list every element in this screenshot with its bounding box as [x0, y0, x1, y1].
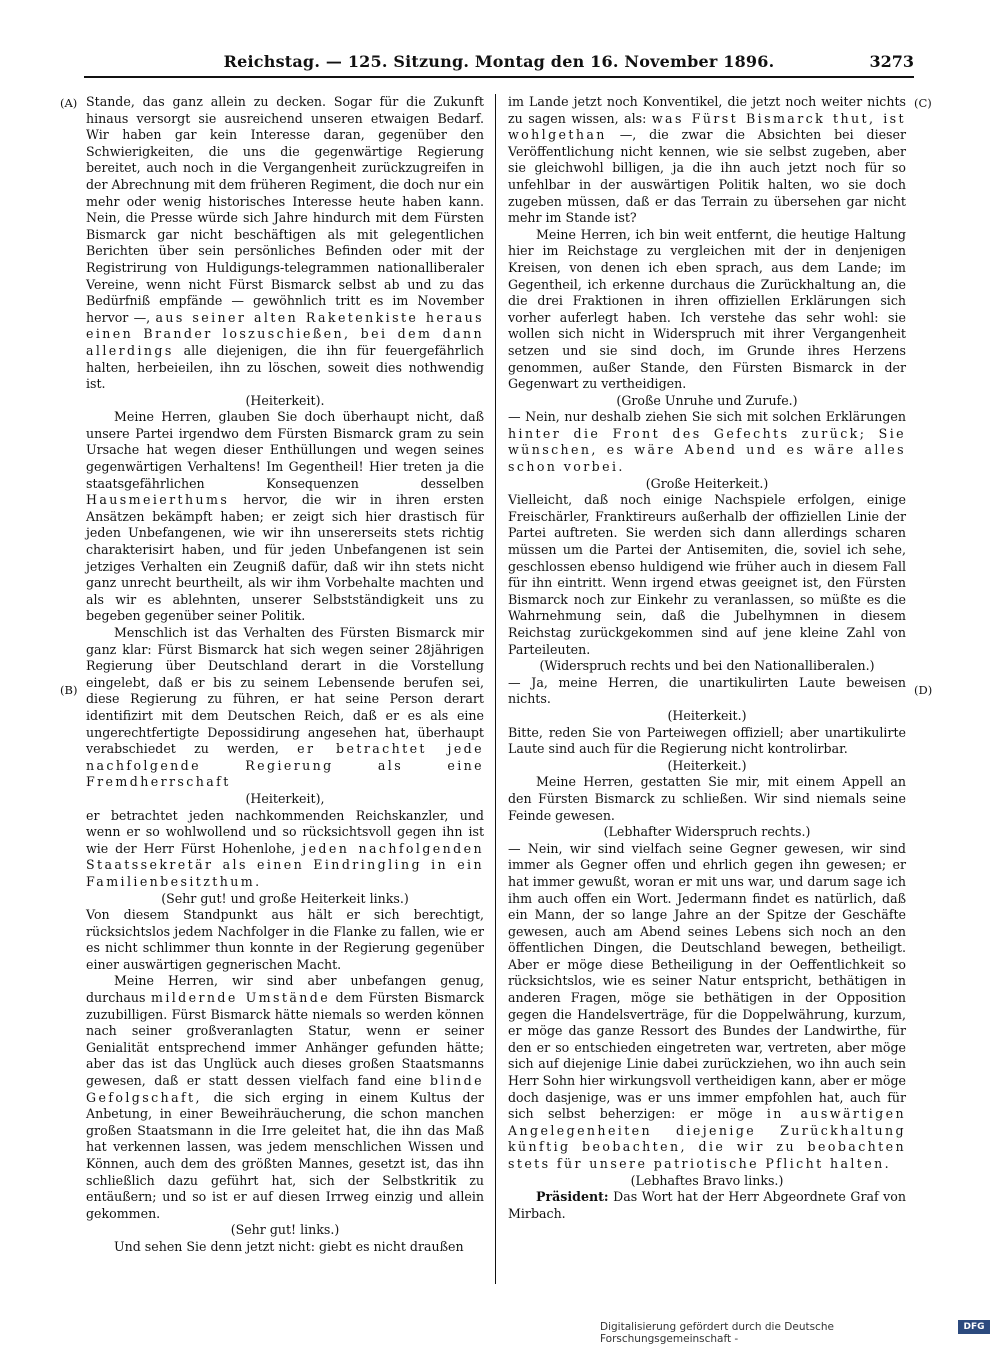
column-divider [495, 94, 496, 1284]
left-column [86, 94, 484, 1256]
text-run: dem Fürsten Bismarck zuzubilligen. Fürst Bismarck hätte niemals so werden können nach seiner großveranlagten Statur, wenn er seiner Genialität entsprechend immer Anhänger gefunden hätte; aber das ist das Unglück auch dieses großen Staatsmanns gewesen, daß er statt dessen vielfach fand eine [86, 990, 484, 1089]
paragraph: Meine Herren, ich bin weit entfernt, die heutige Haltung hier im Reichstage zu vergleichen mit der in denjenigen Kreisen, von denen ich eben sprach, aus dem Lande; im Gegentheil, ich erkenne durchaus die Zurückhaltung an, die die drei Fraktionen in ihren offiziellen Erklärungen sich vorher auferlegt haben. Ich verstehe das sehr wohl: sie wollen sich nicht in Widerspruch mit ihrer Vergangenheit setzen und sie sind doch, im Grunde ihres Herzens genommen, außer Stande, den Fürsten Bismarck in der Gegenwart zu vertheidigen. [508, 226, 906, 392]
digitization-footer [600, 1320, 990, 1345]
footer-text: Digitalisierung gefördert durch die Deutsche Forschungsgemeinschaft - [600, 1321, 834, 1345]
text-run: — Nein, nur deshalb ziehen Sie sich mit solchen Erklärungen [508, 409, 906, 425]
header-rule [84, 76, 914, 78]
spaced-text: hinter die Front des Gefechts zurück; Sie wünschen, es wäre Abend und es wäre alles schon vorbei. [508, 425, 906, 475]
interjection: (Sehr gut! und große Heiterkeit links.) [161, 890, 409, 906]
spaced-text: aus seiner alten Raketenkiste heraus einen Brander loszuschießen, bei dem dann allerdings [86, 309, 484, 358]
page-number: 3273 [869, 52, 914, 71]
interjection: (Heiterkeit.) [667, 757, 747, 773]
spaced-text: er betrachtet jede nachfolgende Regierung als eine Fremdherrschaft [86, 741, 484, 790]
margin-marker-a: (A) [60, 96, 78, 110]
spaced-text: in auswärtigen Angelegenheiten diejenige Zurückhaltung künftig beobachten, die wir zu beobachten stets für unsere patriotische Pflicht halten. [508, 1106, 906, 1171]
margin-marker-b: (B) [60, 683, 78, 697]
dfg-logo: DFG [958, 1320, 990, 1334]
text-run: —, die zwar die Absichten bei dieser Veröffentlichung nicht kennen, wie sie selbst zugeben, aber sie gleichwohl billigen, ja die ihn auch jetzt noch für so unfehlbar in der auswärtigen Politik halten, wo sie doch zugeben müssen, daß er das Terrain zu übersehen gar nicht mehr im Stande ist? [508, 127, 906, 226]
paragraph [508, 409, 906, 475]
speaker-paragraph [508, 1189, 906, 1222]
text-run: hervor, die wir in ihren ersten Ansätzen bekämpft haben; er zeigt sich hier drastisch für jeden Unbefangenen, wie wir ihn unsererseits stets richtig charakterisirt haben, und für jeden Unbefangenen ist sein jetziges Verhalten ein Zeugniß dafür, daß wir ihn stets nicht ganz unrecht beurtheilt, als wir ihm Vorbehalte machten und als wir es ablehnten, unserer Selbstständigkeit uns zu begeben gegenüber seiner Politik. [86, 492, 484, 624]
paragraph: — Ja, meine Herren, die unartikulirten Laute beweisen nichts. [508, 674, 906, 707]
text-run: Menschlich ist das Verhalten des Fürsten Bismarck mir ganz klar: Fürst Bismarck hat sich wegen seiner 28jährigen Regierung über Deutschland derart in die Vorstellung eingelebt, daß er bis zu seinem Lebensende berufen sei, diese Regierung zu führen, er hat seine Person derart identifizirt mit dem Deutschen Reich, daß er es als eine ungerechtfertigte Depossidirung angesehen hat, überhaupt verabschiedet zu werden, [86, 625, 484, 757]
paragraph: Und sehen Sie denn jetzt nicht: giebt es nicht draußen [114, 1238, 464, 1254]
text-run: alle diejenigen, die ihn für feuergefährlich halten, herbeieilen, ihn zu löschen, soweit dies nothwendig ist. [86, 342, 484, 392]
interjection: (Große Unruhe und Zurufe.) [616, 392, 798, 408]
paragraph [508, 94, 906, 227]
interjection: (Heiterkeit). [245, 392, 325, 408]
text-run: im Lande jetzt noch Konventikel, die jetzt noch weiter nichts zu sagen wissen, als: [508, 94, 906, 126]
interjection: (Widerspruch rechts und bei den Nationalliberalen.) [539, 658, 875, 674]
interjection: (Lebhaftes Bravo links.) [630, 1172, 784, 1188]
text-run: er betrachtet jeden nachkommenden Reichskanzler, und wenn er so wohlwollend und so rücksichtsvoll gegen ihn ist wie der Herr Fürst Hohenlohe, [86, 807, 484, 856]
paragraph [86, 808, 484, 891]
paragraph: Bitte, reden Sie von Parteiwegen offiziell; aber unartikulirte Laute sind auch für die Regierung nicht kontrolirbar. [508, 724, 906, 757]
text-run: Meine Herren, glauben Sie doch überhaupt nicht, daß unsere Partei irgendwo dem Fürsten Bismarck gram zu sein Ursache hat wegen dieser Enthüllungen und wegen seines gegenwärtigen Verhaltens! Im Gegentheil! Hier treten ja die staatsgefährlichen Konsequenzen desselben [86, 409, 484, 491]
margin-marker-d: (D) [914, 683, 933, 697]
text-run: Das Wort hat der Herr Abgeordnete Graf von Mirbach. [508, 1189, 906, 1221]
paragraph: Vielleicht, daß noch einige Nachspiele erfolgen, einige Freischärler, Franktireurs außerhalb der offiziellen Linie der Partei auftreten. Sie werden sich dann allerdings scharen müssen um die Partei der Antisemiten, die, soviel ich sehe, geschlossen ebenso huldigend wie früher auch in diesem Fall für ihn eintritt. Wenn irgend etwas geeignet ist, den Fürsten Bismarck noch zur Einkehr zu veranlassen, so müßte es die Wahrnehmung sein, daß die Jubelhymnen in diesem Reichstag zurückgekommen sind auf jene kleine Zahl von Parteileuten. [508, 492, 906, 657]
paragraph [508, 841, 906, 1173]
paragraph [86, 625, 484, 791]
spaced-text: jeden nachfolgenden Staatssekretär als einen Eindringling in ein Familienbesitzthum. [86, 840, 484, 889]
paragraph: Von diesem Standpunkt aus hält er sich berechtigt, rücksichtslos jedem Nachfolger in die Flanke zu fallen, wie er es nicht schlimmer thun konnte in der Regierung gegenüber einer auswärtigen gegnerischen Macht. [86, 907, 484, 972]
interjection: (Große Heiterkeit.) [645, 475, 769, 491]
interjection: (Heiterkeit), [245, 790, 325, 806]
interjection: (Heiterkeit.) [667, 707, 747, 723]
spaced-text: blinde Gefolgschaft, [86, 1073, 484, 1105]
spaced-text: mildernde Umstände [150, 990, 331, 1006]
paragraph: Meine Herren, gestatten Sie mir, mit einem Appell an den Fürsten Bismarck zu schließen. Wir sind niemals seine Feinde gewesen. [508, 774, 906, 823]
spaced-text: Hausmeierthums [86, 492, 230, 508]
spaced-text: was Fürst Bismarck thut, ist wohlgethan [508, 110, 906, 143]
text-run: die sich erging in einem Kultus der Anbetung, in einer Beweihräucherung, die schon manchen großen Staatsmann in die Irre geleitet hat, die ihn das Maß hat verkennen lassen, was jedem menschlichen Wissen und Können, auch dem des größten Mannes, gesetzt ist, das ihn schließlich dazu geführt hat, sich der Selbstkritik zu entäußern; und so ist er auf diesen Irrweg einzig und allein gekommen. [86, 1089, 484, 1221]
text-run: Stande, das ganz allein zu decken. Sogar für die Zukunft hinaus versorgt sie ausreichend unseren etwaigen Bedarf. Wir haben gar kein Interesse daran, gegenüber den Schwierigkeiten, die uns die gegenwärtige Regierung bereitet, auch noch in die Vergangenheit zurückzugreifen in der Abrechnung mit dem früheren Regiment, die doch nur ein mehr oder wenig historisches Interesse heute haben kann. Nein, die Presse würde sich Jahre hindurch mit dem Fürsten Bismarck gar nicht beschäftigen als mit gelegentlichen Berichten über sein persönliches Befinden oder mit der Registrirung von Huldigungs-telegrammen nationalliberaler Vereine, wenn nicht Fürst Bismarck selbst ab und zu das Bedürfniß empfände — gewöhnlich tritt es im November hervor —, [86, 94, 484, 325]
running-title: Reichstag. — 125. Sitzung. Montag den 16. November 1896. [223, 52, 775, 71]
interjection: (Lebhafter Widerspruch rechts.) [603, 824, 811, 840]
page-header [84, 52, 914, 74]
right-column [508, 94, 906, 1222]
text-run: — Nein, wir sind vielfach seine Gegner gewesen, wir sind immer als Gegner offen und ehrlich gegen ihn gewesen; er hat immer gewußt, woran er mit uns war, und darum sage ich ihm auch offen ein Wort. Jedermann findet es natürlich, daß ein Mann, der so lange Jahre an der Spitze der Geschäfte gewesen, auch am Abend seines Lebens sich noch an den öffentlichen Dingen, die Deutschland bewegen, betheiligt. Aber er möge diese Betheiligung in der Oeffentlichkeit so rücksichtslos, wie es seiner Natur entspricht, bethätigen in anderen Fragen, möge sie bethätigen in der Opposition gegen die Handelsverträge, für die Doppelwährung, kurzum, er möge das ganze Ressort des Bundes der Landwirthe, für den er so entschieden eingetreten war, vertreten, aber möge sich auf diejenige Linie dabei zurückziehen, wo ihn auch sein Herr Sohn hier wirkungsvoll vertheidigen kann, aber er möge doch dasjenige, was er uns immer empfohlen hat, auch für sich selbst beherzigen: er möge [508, 840, 906, 1122]
interjection: (Sehr gut! links.) [230, 1222, 340, 1238]
text-run: Meine Herren, wir sind aber unbefangen genug, durchaus [86, 973, 484, 1006]
paragraph [86, 409, 484, 625]
paragraph [86, 973, 484, 1222]
speaker-label: Präsident: [536, 1189, 609, 1205]
margin-marker-c: (C) [914, 96, 932, 110]
paragraph [86, 94, 484, 393]
